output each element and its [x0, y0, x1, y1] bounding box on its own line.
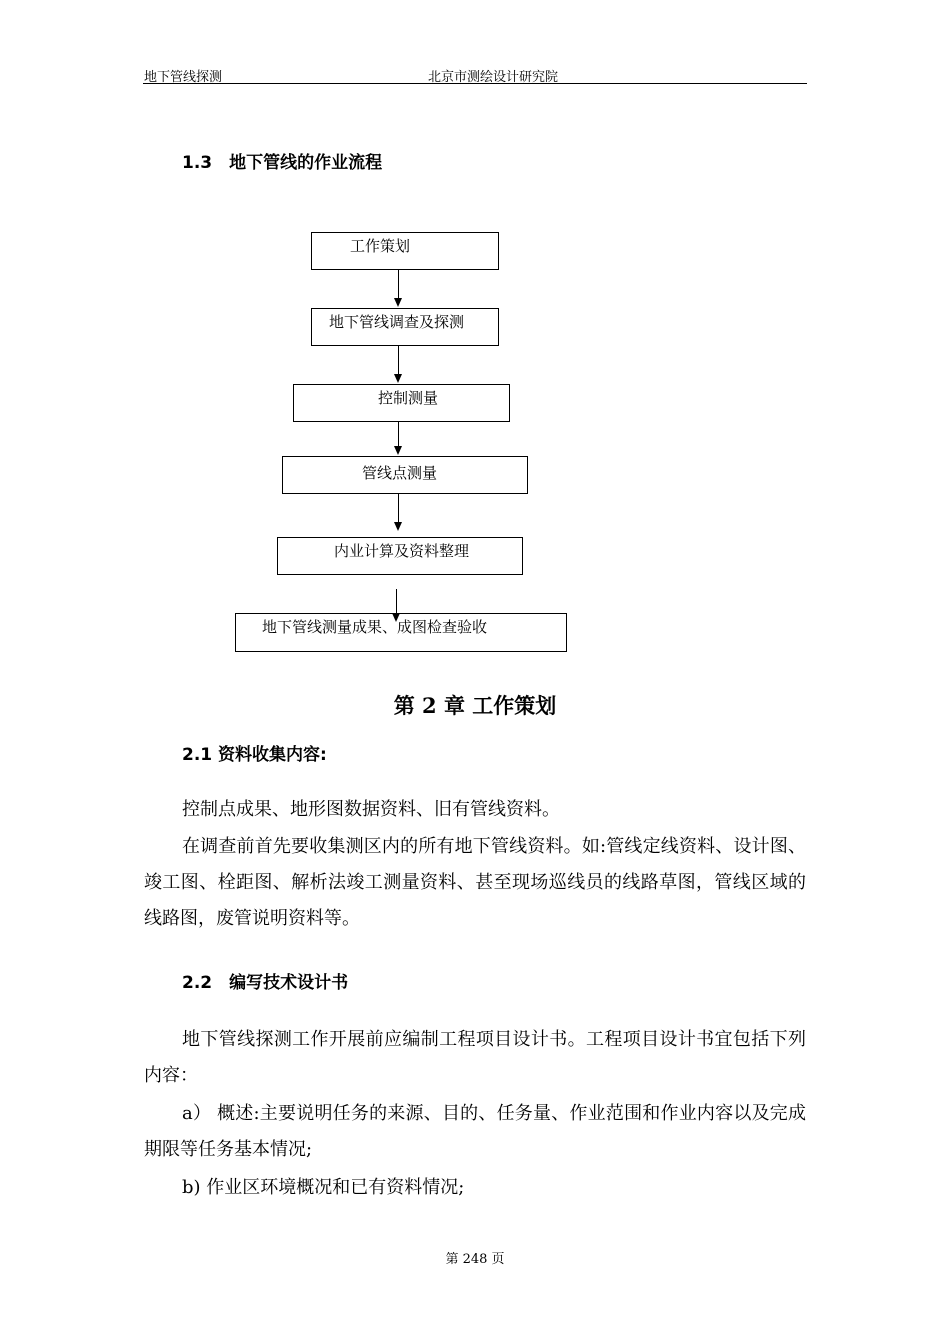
flow-arrow-3	[398, 422, 399, 446]
section-2-1-heading: 2.1 资料收集内容:	[182, 745, 327, 765]
header-rule	[143, 83, 807, 84]
flow-step-6-label: 地下管线测量成果、成图检查验收	[262, 618, 488, 636]
flow-arrow-2	[398, 346, 399, 374]
paragraph-2-1-a: 控制点成果、地形图数据资料、旧有管线资料。	[182, 799, 560, 820]
arrowhead-icon	[394, 522, 402, 531]
flow-step-1-label: 工作策划	[350, 237, 411, 255]
flow-step-4-label: 管线点测量	[362, 464, 438, 482]
flow-step-4	[282, 456, 528, 494]
section-1-3-heading: 1.3 地下管线的作业流程	[182, 153, 383, 173]
paragraph-2-2-c: b) 作业区环境概况和已有资料情况;	[182, 1177, 465, 1198]
flow-step-3-label: 控制测量	[378, 389, 439, 407]
flow-arrow-5	[396, 589, 397, 615]
page-number: 第 248 页	[445, 1252, 505, 1267]
section-2-2-heading: 2.2 编写技术设计书	[182, 973, 349, 993]
flow-step-2	[311, 308, 499, 346]
paragraph-2-1-b: 在调查前首先要收集测区内的所有地下管线资料。如:管线定线资料、设计图、竣工图、栓距图、解析法竣工测量资料、甚至现场巡线员的线路草图，管线区域的线路图，废管说明资料等。	[144, 836, 806, 929]
flow-step-5-label: 内业计算及资料整理	[334, 542, 470, 560]
arrowhead-icon	[394, 446, 402, 455]
flow-step-1	[311, 232, 499, 270]
arrowhead-icon	[394, 298, 402, 307]
chapter-2-heading: 第 2 章 工作策划	[393, 693, 557, 718]
paragraph-2-2-b: a） 概述:主要说明任务的来源、目的、任务量、作业范围和作业内容以及完成期限等任务基本情况;	[144, 1103, 806, 1160]
header-center-title: 北京市测绘设计研究院	[428, 70, 559, 85]
flow-step-2-label: 地下管线调查及探测	[329, 313, 465, 331]
flow-arrow-1	[398, 270, 399, 298]
flow-step-3	[293, 384, 510, 422]
paragraph-2-2-a: 地下管线探测工作开展前应编制工程项目设计书。工程项目设计书宜包括下列内容：	[144, 1029, 806, 1086]
flow-step-5	[277, 537, 523, 575]
flow-step-6	[235, 613, 567, 652]
arrowhead-icon	[394, 374, 402, 383]
flow-arrow-4	[398, 494, 399, 522]
header-left-title: 地下管线探测	[144, 70, 223, 85]
